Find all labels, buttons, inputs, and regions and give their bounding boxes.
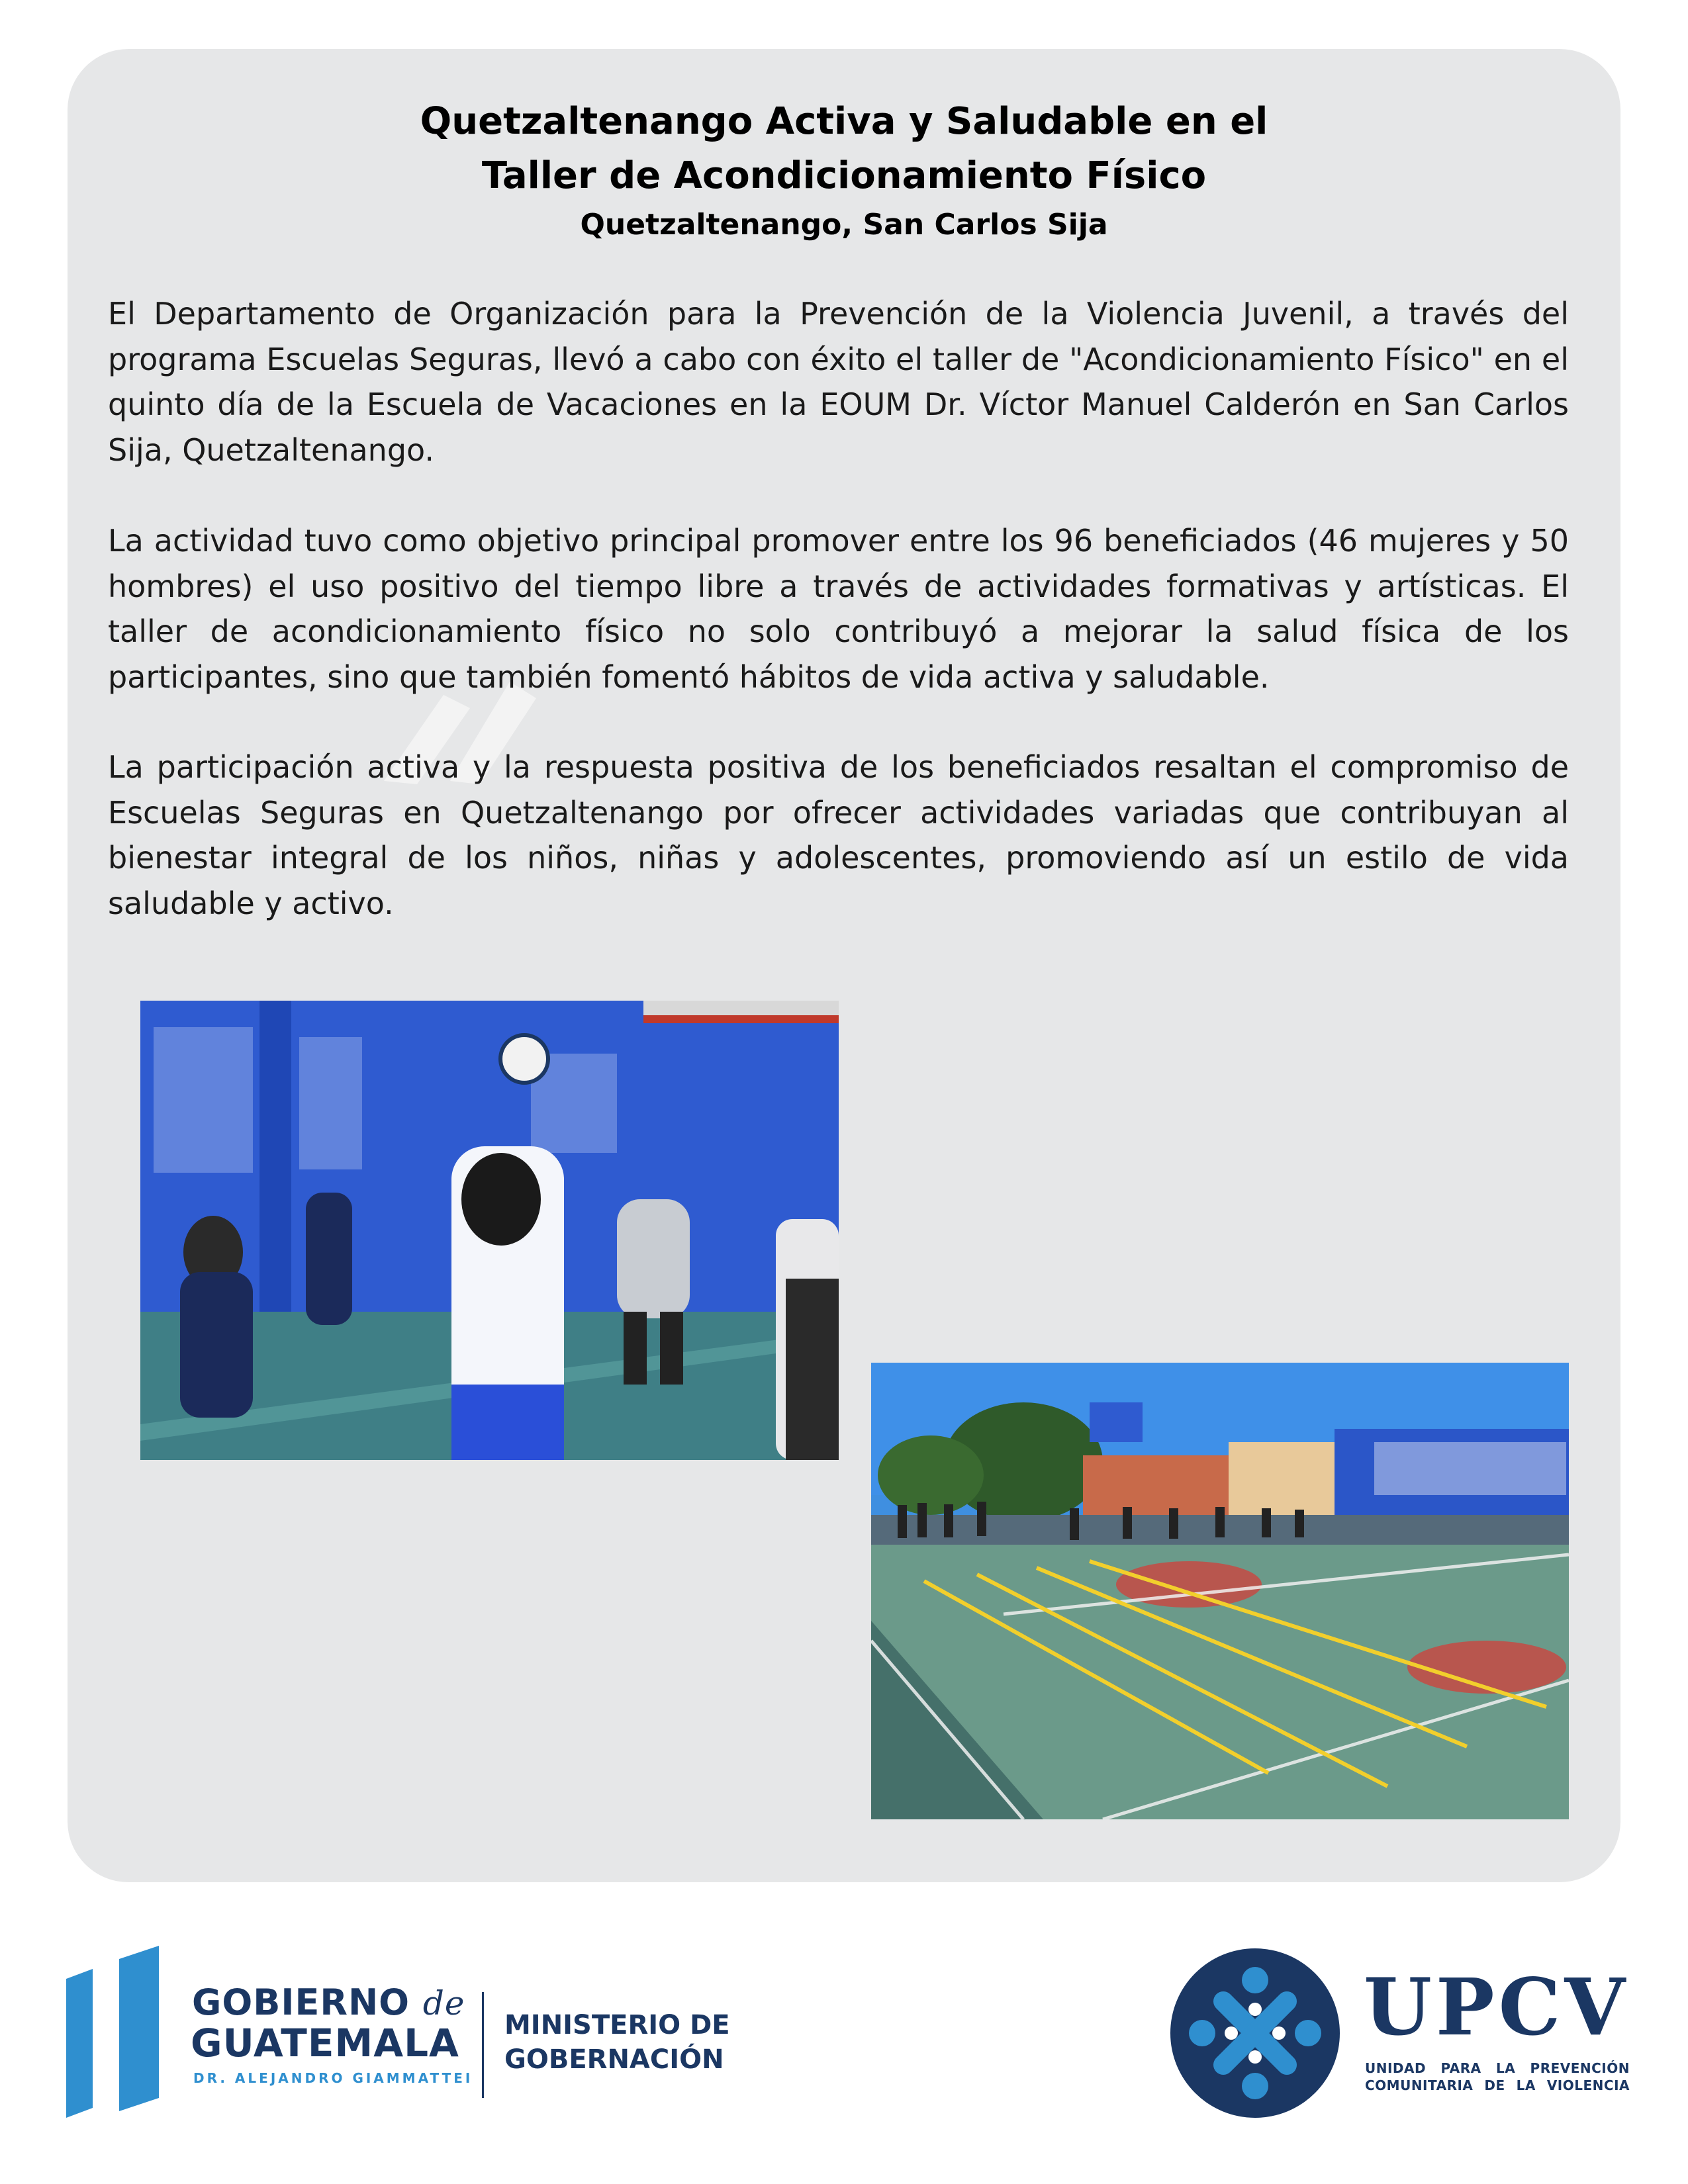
upcv-wordmark: UPCV xyxy=(1364,1961,1630,2053)
upcv-logo-icon xyxy=(1170,1948,1340,2118)
title-line-2: Taller de Acondicionamiento Físico xyxy=(481,154,1207,197)
photo-agility-ladder-court xyxy=(871,1363,1569,1819)
paragraph-2: La actividad tuvo como objetivo principal promover entre los 96 beneficiados (46 mujeres y 50 hombres) el uso positivo del tiempo libre a través de actividades formativas y artísticas. El taller de acondicionamiento físico no solo contribuyó a mejorar la salud física de los participantes, sino que también fomentó hábitos de vida activa y saludable. xyxy=(108,523,1569,695)
subtitle: Quetzaltenango, San Carlos Sija xyxy=(580,208,1108,242)
paragraph-3: La participación activa y la respuesta positiva de los beneficiados resaltan el compromiso de Escuelas Seguras en Quetzaltenango por ofrecer actividades variadas que contribuyan al bienestar integral de los niños, niñas y adolescentes, promoviendo así un estilo de vida saludable y activo. xyxy=(108,749,1569,921)
photo-volleyball xyxy=(140,1001,839,1460)
ministry-name: MINISTERIO DE GOBERNACIÓN xyxy=(504,2010,730,2075)
title-line-1: Quetzaltenango Activa y Saludable en el xyxy=(420,100,1268,143)
gov-logo-line-1: GOBIERNO de xyxy=(192,1981,465,2023)
paragraph-1: El Departamento de Organización para la Prevención de la Violencia Juvenil, a través del programa Escuelas Seguras, llevó a cabo con éxito el taller de "Acondicionamiento Físico" en el quinto día de la Escuela de Vacaciones en la EOUM Dr. Víctor Manuel Calderón en San Carlos Sija, Quetzaltenango. xyxy=(108,296,1569,468)
guatemala-stripes-icon xyxy=(66,1946,165,2118)
gov-logo-line-2: GUATEMALA xyxy=(191,2021,459,2066)
footer-divider xyxy=(482,1992,484,2098)
upcv-subtitle: UNIDAD PARA LA PREVENCIÓN COMUNITARIA DE LA VIOLENCIA xyxy=(1365,2060,1630,2093)
gov-logo-line-3: DR. ALEJANDRO GIAMMATTEI xyxy=(193,2070,473,2086)
